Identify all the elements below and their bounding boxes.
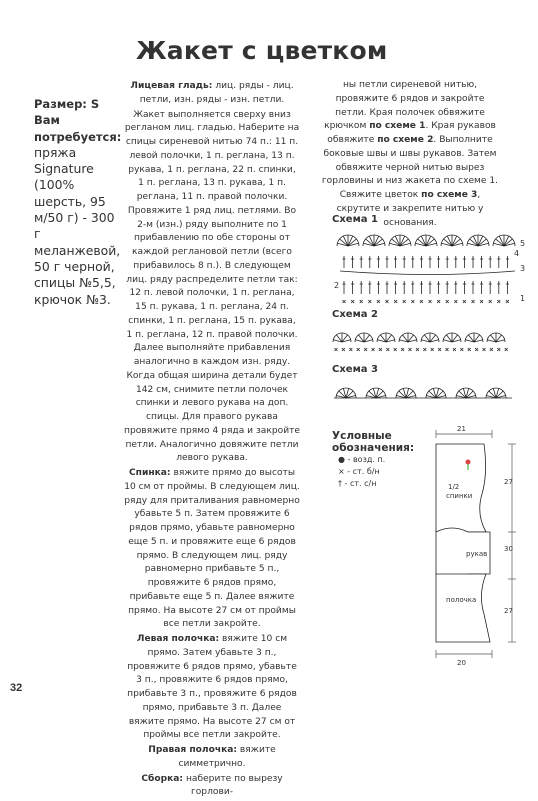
stitch-text: лиц. ряды - лиц. петли, изн. ряды - изн. петли. <box>139 81 294 105</box>
scheme-ref-3: по схеме 3 <box>421 190 478 200</box>
bottom-width: 20 <box>457 659 466 667</box>
top-width: 21 <box>457 425 466 433</box>
page-title: Жакет с цветком <box>136 36 388 65</box>
left-front-text: вяжите 10 см прямо. Затем убавьте 3 п., провяжите 6 рядов прямо, убавьте 3 п., провяжите 6 рядов прямо, прибавьте 3 п., провяжите 6 рядов прямо, прибавьте 3 п. Далее вяжите прямо. На высоте 27 см от проймы все петли закройте. <box>127 634 297 741</box>
scheme-ref-1: по схеме 1 <box>369 121 426 132</box>
assembly-cont-1: ны петли сиреневой нитью, провяжите 6 рядов и закройте петли. Края полочек обвяжите крючком <box>324 80 485 132</box>
main-instructions: Жакет выполняется сверху вниз регланом лиц. гладью. Наберите на спицы сиреневой нитью 74 п.: 11 п. левой полочки, 1 п. реглана, 13 п. рукава, 1 п. реглана, 22 п. спинки, 1 п. реглана, 13 п. рукава, 1 п. реглана, 11 п. правой полочки. Провяжите 1 ряд лиц. петлями. Во 2-м (изн.) ряду выполните по 1 прибавлению по обе стороны от каждой реглановой петли (всего прибавилось 8 п.). В следующем лиц. ряду распределите петли так: 12 п. левой полочки, 1 п. реглана, 15 п. рукава, 1 п. реглана, 24 п. спинки, 1 п. реглана, 15 п. рукава, 1 п. реглана, 12 п. правой полочки. Далее выполняйте прибавления аналогично в каждом изн. ряду. Когда общая ширина детали будет 142 см, снимите петли полочек спинки и левого рукава на доп. спицы. Для правого рукава провяжите прямо 4 ряда и закройте петли. Аналогично довяжите петли левого рукава. <box>124 109 301 464</box>
scheme-2-chart <box>330 320 520 360</box>
materials-text: пряжа Signature (100% шерсть, 95 м/50 г) - 300 г меланжевой, 50 г черной, спицы №5,5, крючок №3. <box>34 144 121 307</box>
back-heading: Спинка: <box>129 468 171 478</box>
front-label: полочка <box>446 596 477 604</box>
instructions-column-1 <box>124 80 300 801</box>
assembly-cont-2: . Края рукавов обвяжите <box>327 121 496 145</box>
side-30: 30 <box>504 545 513 553</box>
row-number-2: 2 <box>334 281 340 290</box>
scheme-3-label: Схема 3 <box>332 364 378 375</box>
back-text: вяжите прямо до высоты 10 см от проймы. В следующем лиц. ряду для приталивания равномерно убавьте 5 п. Затем провяжите 6 рядов прямо, убавьте равномерно еще 5 п. и провяжите еще 6 рядов прямо. В следующем лиц. ряду равномерно прибавьте 5 п., провяжите 6 рядов прямо, прибавьте еще 5 п. Далее вяжите прямо. На высоте 27 см от проймы все петли закройте. <box>124 468 300 630</box>
scheme-2-label: Схема 2 <box>332 309 378 320</box>
instructions-column-2 <box>320 79 500 231</box>
page-number: 32 <box>10 682 23 694</box>
back-label-2: спинки <box>446 492 473 500</box>
legend-item-dc: † - ст. с/н <box>338 479 377 488</box>
back-label-1: 1/2 <box>448 483 460 491</box>
right-front-heading: Правая полочка: <box>148 745 238 755</box>
single-crochet-icon: × <box>338 467 345 476</box>
assembly-heading: Сборка: <box>141 773 184 784</box>
garment-pattern <box>428 424 538 674</box>
scheme-3-chart <box>330 374 520 414</box>
scheme-1-label: Схема 1 <box>332 214 378 225</box>
side-27-top: 27 <box>504 478 513 486</box>
row-number-4: 4 <box>514 249 520 258</box>
flower-marker-icon <box>466 460 471 465</box>
right-front-text: вяжите симметрично. <box>178 745 276 769</box>
left-front-heading: Левая полочка: <box>136 634 220 644</box>
scheme-ref-2: по схеме 2 <box>377 135 434 145</box>
legend-item-sc: × - ст. б/н <box>338 467 380 476</box>
legend-item-chain: ● - возд. п. <box>338 455 386 464</box>
row-number-3: 3 <box>520 264 526 273</box>
row-number-1: 1 <box>520 294 526 303</box>
assembly-text: наберите по вырезу горлови- <box>183 773 283 798</box>
legend <box>332 430 432 490</box>
assembly-cont-4: , скрутите и закрепите нитью у основания. <box>336 190 484 228</box>
stitch-heading: Лицевая гладь: <box>130 81 213 91</box>
legend-title: Условные обозначения: <box>332 430 415 454</box>
chain-stitch-icon: ● <box>338 455 345 464</box>
double-crochet-icon: † <box>338 479 342 488</box>
scheme-1-chart <box>330 226 530 306</box>
sleeve-label: рукав <box>466 550 488 558</box>
assembly-cont-3: . Выполните боковые швы и швы рукавов. Затем обвяжите черной нитью вырез горловины и низ жакета по схеме 1. Свяжите цветок <box>321 135 499 200</box>
need-label: Вам потребуется: <box>34 113 122 144</box>
row-number-5: 5 <box>520 239 526 248</box>
size-label: Размер: S <box>34 97 100 111</box>
materials-column <box>34 96 122 308</box>
side-27-bottom: 27 <box>504 607 513 615</box>
